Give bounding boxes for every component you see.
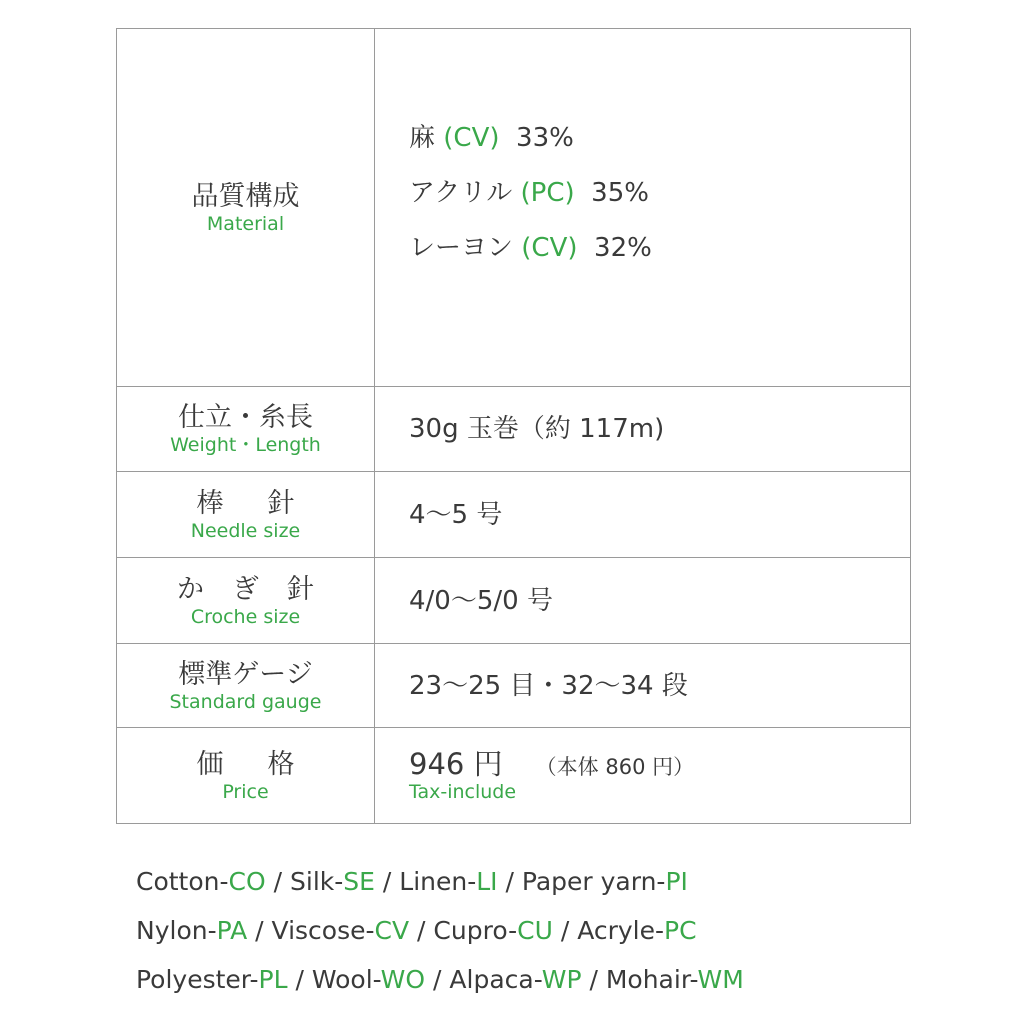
legend-fiber-name: Wool- [311, 965, 381, 994]
material-name: 麻 [409, 122, 436, 153]
legend-row [136, 857, 996, 906]
legend-separator: / [552, 916, 578, 945]
weight-value: 30g 玉巻（約 117m) [409, 414, 665, 444]
legend-separator: / [497, 867, 522, 896]
price-label-cell [117, 728, 375, 824]
legend-separator: / [374, 867, 400, 896]
crochet-value: 4/0〜5/0 号 [409, 585, 553, 616]
legend-fiber-name: Paper yarn- [521, 867, 666, 896]
price-label-en: Price [222, 780, 269, 803]
gauge-label-jp: 標準ゲージ [178, 658, 313, 690]
legend-fiber-name: Linen- [399, 867, 477, 896]
legend-separator: / [425, 965, 450, 994]
legend-fiber-name: Acryle- [577, 916, 665, 945]
material-percent: 33% [516, 122, 574, 153]
legend-separator: / [247, 916, 272, 945]
weight-label-cell [117, 387, 375, 472]
legend-separator: / [287, 965, 312, 994]
gauge-value-cell [375, 644, 911, 728]
weight-label-en: Weight・Length [170, 434, 321, 456]
gauge-value: 23〜25 目・32〜34 段 [409, 670, 688, 701]
material-line [409, 234, 910, 262]
crochet-value-cell [375, 558, 911, 644]
material-line [409, 179, 910, 207]
legend-fiber-code: CV [374, 916, 410, 945]
legend-separator: / [265, 867, 290, 896]
legend-row [136, 906, 996, 955]
fiber-code-legend [136, 857, 996, 1004]
legend-fiber-code: PC [664, 916, 697, 945]
weight-label-jp: 仕立・糸長 [178, 402, 313, 433]
legend-fiber-name: Nylon- [136, 916, 217, 945]
needle-label-jp: 棒針 [196, 487, 339, 519]
legend-fiber-code: LI [476, 867, 498, 896]
crochet-row [117, 558, 911, 644]
needle-row [117, 472, 911, 558]
material-line [409, 124, 910, 152]
material-label-cell [117, 29, 375, 387]
legend-fiber-code: WO [380, 965, 426, 994]
price-value-cell [375, 728, 911, 824]
price-subtotal: （本体 860 円） [535, 754, 695, 779]
legend-fiber-name: Mohair- [605, 965, 698, 994]
legend-fiber-name: Alpaca- [449, 965, 542, 994]
weight-row [117, 387, 911, 472]
legend-fiber-name: Polyester- [136, 965, 259, 994]
price-label-jp: 価格 [196, 748, 339, 780]
gauge-label-en: Standard gauge [169, 690, 322, 713]
spec-table [116, 28, 911, 824]
legend-fiber-code: SE [343, 867, 375, 896]
legend-fiber-name: Silk- [290, 867, 344, 896]
material-label-en: Material [206, 212, 285, 235]
legend-fiber-name: Cotton- [136, 867, 229, 896]
legend-fiber-name: Cupro- [433, 916, 518, 945]
legend-fiber-name: Viscose- [271, 916, 375, 945]
material-value-cell [375, 29, 911, 387]
legend-fiber-code: PA [216, 916, 248, 945]
weight-value-cell [375, 387, 911, 472]
legend-row [136, 955, 996, 1004]
material-row [117, 29, 911, 387]
price-value: 946 円 [409, 746, 503, 781]
material-code: (PC) [520, 177, 575, 208]
material-percent: 32% [594, 232, 652, 263]
crochet-label-en: Croche size [190, 605, 301, 628]
legend-fiber-code: WM [697, 965, 744, 994]
needle-label-cell [117, 472, 375, 558]
needle-value: 4〜5 号 [409, 499, 503, 530]
legend-fiber-code: WP [541, 965, 582, 994]
gauge-row [117, 644, 911, 728]
material-code: (CV) [443, 122, 500, 153]
material-code: (CV) [521, 232, 578, 263]
material-name: レーヨン [409, 232, 514, 263]
crochet-label-jp: かぎ針 [177, 573, 342, 605]
material-name: アクリル [409, 177, 513, 208]
legend-separator: / [409, 916, 434, 945]
crochet-label-cell [117, 558, 375, 644]
gauge-label-cell [117, 644, 375, 728]
legend-fiber-code: PL [258, 965, 288, 994]
material-percent: 35% [591, 177, 649, 208]
price-row [117, 728, 911, 824]
needle-label-en: Needle size [190, 519, 301, 542]
needle-value-cell [375, 472, 911, 558]
material-label-jp: 品質構成 [191, 180, 300, 212]
material-lines [409, 124, 910, 262]
price-tax-note: Tax-include [409, 780, 517, 803]
legend-fiber-code: CU [517, 916, 553, 945]
legend-fiber-code: PI [665, 867, 688, 896]
legend-separator: / [581, 965, 606, 994]
legend-fiber-code: CO [228, 867, 266, 896]
